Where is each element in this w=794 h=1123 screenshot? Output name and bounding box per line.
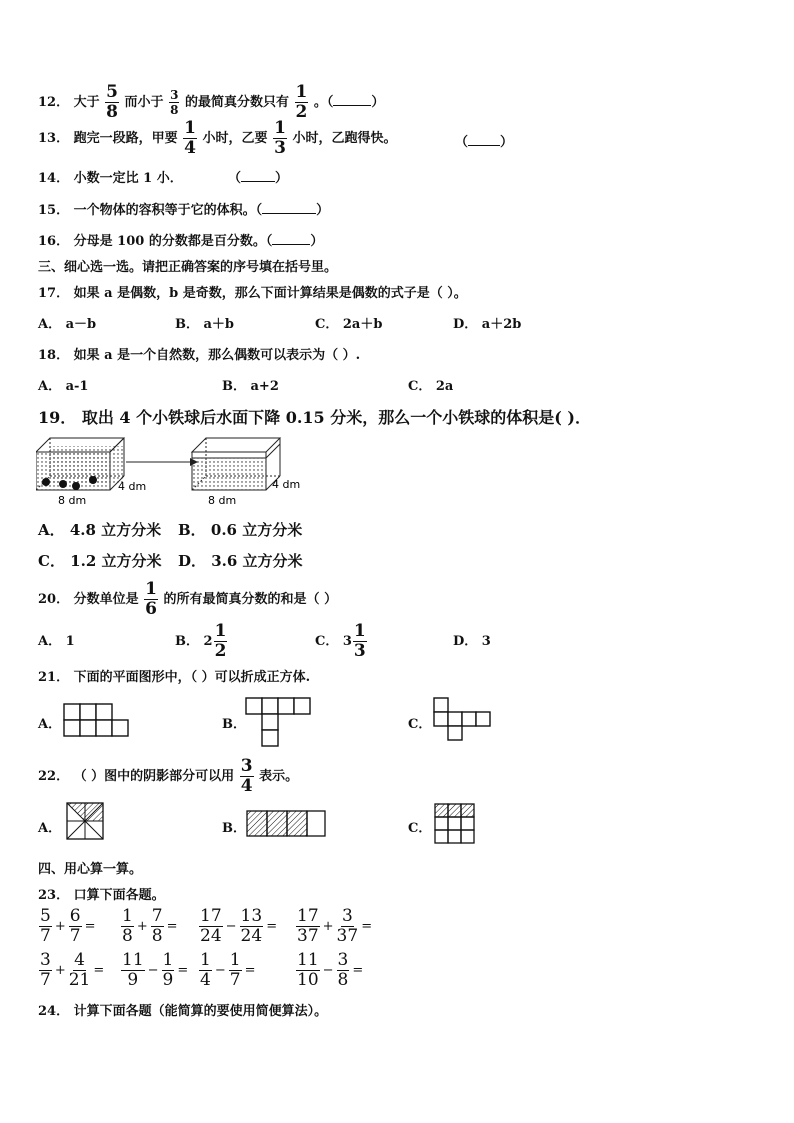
expression (295, 908, 372, 945)
question-text: 分母是 100 的分数都是百分数。（ (73, 234, 273, 249)
question-22 (38, 758, 298, 795)
fraction: $\frac{13}{24}$ (240, 906, 263, 946)
paren-close: ） (371, 95, 385, 110)
answer-paren: （ ） (228, 171, 289, 186)
expression (120, 952, 188, 989)
option-a[interactable]: A． (38, 821, 62, 836)
expression (295, 952, 363, 989)
question-text: 小时，乙跑得快。 (292, 131, 397, 146)
option-d[interactable]: D． 3.6 立方分米 (178, 552, 303, 570)
length-label: 8 dm (58, 494, 87, 507)
equals-sign: = (166, 919, 178, 934)
question-16: 16． 分母是 100 的分数都是百分数。（ ） (38, 234, 324, 249)
section-heading: 四、用心算一算。 (38, 862, 143, 877)
question-text: 一个物体的容积等于它的体积。（ (73, 203, 263, 218)
length-label: 8 dm (208, 494, 237, 507)
expression (120, 908, 177, 945)
option-a[interactable]: A． a－b (38, 317, 97, 332)
fraction: $\frac{1}{3}$ (274, 118, 286, 158)
question-12 (38, 84, 384, 121)
fraction: $\frac{1}{7}$ (229, 950, 241, 990)
question-text: 如果 a 是偶数，b 是奇数，那么下面计算结果是偶数的式子是（ ）。 (73, 286, 467, 301)
fraction: $\frac{6}{7}$ (69, 906, 81, 946)
question-number: 15． (38, 203, 70, 218)
question-text: （ ）图中的阴影部分可以用 (73, 769, 235, 784)
fraction: $\frac{3}{37}$ (336, 906, 359, 946)
question-number: 13． (38, 131, 70, 146)
fraction: $\frac{3}{4}$ (240, 756, 253, 796)
operator: − (322, 963, 334, 978)
question-number: 18． (38, 348, 70, 363)
question-number: 24． (38, 1004, 70, 1019)
question-17 (38, 282, 467, 301)
option-a[interactable]: A． 1 (38, 634, 75, 649)
equals-sign: = (244, 963, 256, 978)
equals-sign: = (93, 963, 105, 978)
option-b[interactable]: B． (222, 821, 246, 836)
option-c[interactable]: C． 1.2 立方分米 (38, 552, 162, 570)
option-b[interactable]: B． (222, 717, 246, 732)
question-19 (38, 405, 591, 428)
cube-net-b[interactable] (245, 697, 311, 747)
fraction: $\frac{1}{2}$ (295, 82, 308, 122)
option-c[interactable]: C． 2a＋b (315, 317, 383, 332)
option-a[interactable]: A． (38, 717, 62, 732)
fraction: $\frac{3}{8}$ (337, 950, 349, 990)
width-label: 4 dm (118, 480, 147, 493)
question-text: 大于 (73, 95, 100, 110)
equals-sign: = (361, 919, 373, 934)
operator: + (322, 919, 334, 934)
equals-sign: = (177, 963, 189, 978)
section-heading: 三、细心选一选。请把正确答案的序号填在括号里。 (38, 260, 338, 275)
operator: + (54, 963, 66, 978)
operator: − (214, 963, 226, 978)
fraction: $\frac{11}{9}$ (122, 950, 144, 990)
iron-ball (89, 476, 97, 484)
option-d[interactable]: D． a＋2b (453, 317, 522, 332)
iron-ball (72, 482, 80, 490)
expression (38, 908, 95, 945)
shaded-figure-c[interactable] (434, 803, 476, 845)
fraction: $\frac{7}{8}$ (151, 906, 163, 946)
option-b[interactable]: B． a+2 (222, 379, 279, 394)
tank-before (36, 438, 124, 490)
question-14 (38, 167, 183, 186)
option-c[interactable]: C． (408, 717, 432, 732)
fraction: $\frac{1}{2}$ (214, 621, 227, 661)
answer-blank[interactable] (262, 201, 316, 214)
operator: − (225, 919, 237, 934)
fraction: $\frac{5}{8}$ (106, 82, 119, 122)
question-number: 23． (38, 888, 70, 903)
question-20 (38, 581, 337, 618)
question-18 (38, 344, 360, 363)
question-text: 小时，乙要 (202, 131, 268, 146)
fraction: $\frac{17}{24}$ (200, 906, 222, 946)
fraction: $\frac{11}{10}$ (297, 950, 319, 990)
equals-sign: = (84, 919, 96, 934)
question-number: 12． (38, 95, 70, 110)
question-number: 20． (38, 592, 70, 607)
equals-sign: = (352, 963, 364, 978)
shaded-figure-b[interactable] (246, 810, 328, 838)
answer-paren: （ ） (455, 135, 514, 150)
answer-blank[interactable] (241, 169, 275, 182)
question-number: 17． (38, 286, 70, 301)
option-b[interactable]: B． a＋b (175, 317, 235, 332)
operator: + (54, 919, 66, 934)
question-13 (38, 120, 396, 157)
question-text: 分数单位是 (73, 592, 139, 607)
question-text: 如果 a 是一个自然数，那么偶数可以表示为（ ）. (73, 348, 361, 363)
question-text: 跑完一段路，甲要 (73, 131, 178, 146)
expression (198, 952, 255, 989)
cube-net-c[interactable] (433, 697, 493, 747)
option-c[interactable]: C． (408, 821, 432, 836)
water-tank-diagram (36, 432, 316, 510)
question-text: 下面的平面图形中，（ ）可以折成正方体. (73, 670, 311, 685)
question-text: 的所有最简真分数的和是（ ） (163, 592, 338, 607)
fraction: $\frac{1}{8}$ (122, 906, 133, 946)
fraction: $\frac{3}{8}$ (170, 88, 179, 117)
fraction: $\frac{1}{4}$ (200, 950, 211, 990)
question-text: 小数一定比 1 小． (73, 171, 183, 186)
operator: − (147, 963, 159, 978)
question-number: 22． (38, 769, 70, 784)
width-label: 4 dm (272, 478, 301, 491)
question-21 (38, 666, 310, 685)
answer-blank[interactable] (333, 93, 371, 106)
question-text: 计算下面各题（能简算的要使用简便算法）。 (73, 1004, 328, 1019)
question-15: 15． 一个物体的容积等于它的体积。（ ） (38, 203, 330, 218)
tank-after (192, 438, 280, 490)
question-number: 14． (38, 171, 70, 186)
option-c[interactable]: C． 2a (408, 379, 454, 394)
option-b[interactable]: B． 0.6 立方分米 (178, 521, 303, 539)
fraction: $\frac{1}{4}$ (184, 118, 197, 158)
option-b[interactable]: B． 2 $\frac{1}{2}$ (175, 621, 227, 661)
fraction: $\frac{1}{6}$ (145, 579, 158, 619)
question-text: 表示。 (259, 769, 299, 784)
expression (198, 908, 277, 945)
paren-open: 。（ (313, 95, 334, 110)
question-23 (38, 884, 165, 903)
option-a[interactable]: A． a-1 (38, 379, 89, 394)
fraction: $\frac{5}{7}$ (40, 906, 51, 946)
question-24 (38, 1000, 327, 1019)
fraction: $\frac{4}{21}$ (68, 950, 91, 990)
option-c[interactable]: C． 3 $\frac{1}{3}$ (315, 621, 366, 661)
question-text: 的最简真分数只有 (184, 95, 289, 110)
fraction: $\frac{17}{37}$ (297, 906, 319, 946)
cube-net-a[interactable] (63, 703, 131, 739)
equals-sign: = (266, 919, 278, 934)
fraction: $\frac{1}{9}$ (162, 950, 174, 990)
shaded-figure-a[interactable] (66, 802, 106, 842)
iron-ball (59, 480, 67, 488)
iron-ball (42, 478, 50, 486)
question-text: 而小于 (124, 95, 164, 110)
question-number: 21． (38, 670, 70, 685)
operator: + (136, 919, 148, 934)
option-a[interactable]: A． 4.8 立方分米 (38, 521, 162, 539)
fraction: $\frac{3}{7}$ (40, 950, 51, 990)
answer-blank[interactable] (468, 133, 500, 146)
question-text: 口算下面各题。 (73, 888, 165, 903)
question-number: 19． (38, 408, 77, 427)
answer-blank[interactable] (272, 232, 310, 245)
question-number: 16． (38, 234, 70, 249)
option-d[interactable]: D． 3 (453, 634, 491, 649)
question-text: 取出 4 个小铁球后水面下降 0.15 分米，那么一个小铁球的体积是( )． (81, 408, 591, 427)
expression (38, 952, 104, 989)
fraction: $\frac{1}{3}$ (353, 621, 366, 661)
